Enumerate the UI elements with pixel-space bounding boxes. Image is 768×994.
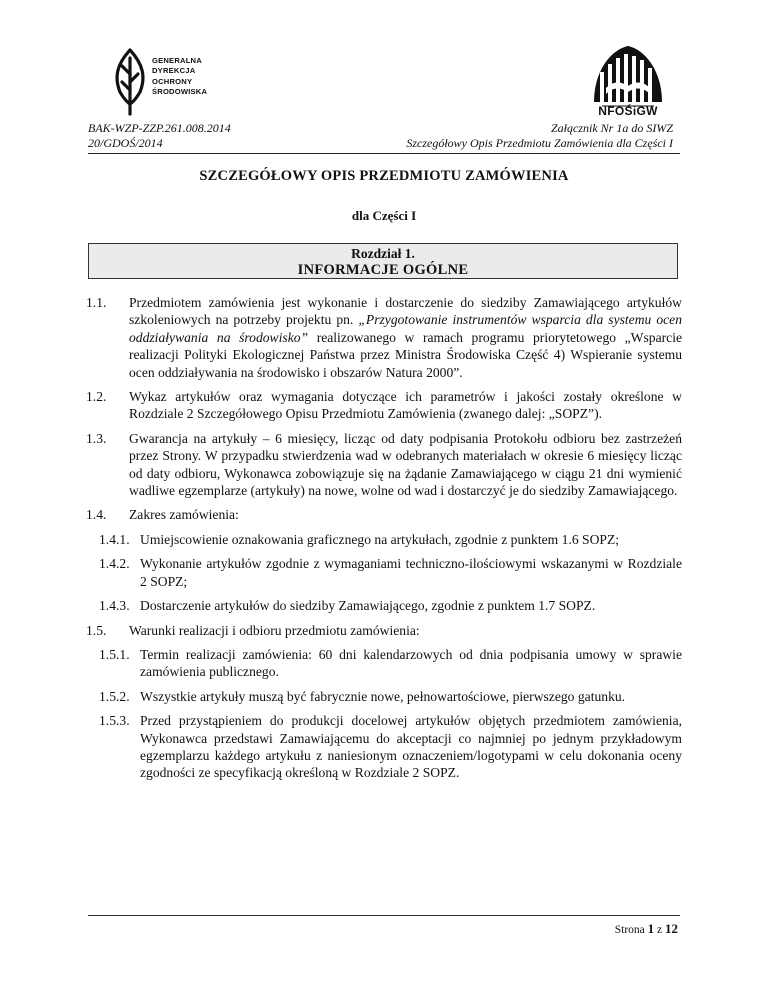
chapter-label: Rozdział 1. xyxy=(351,246,415,261)
footer-divider xyxy=(88,915,680,916)
section-1-2 xyxy=(86,388,682,423)
logo-line: DYREKCJA xyxy=(152,66,196,76)
section-number: 1.4. xyxy=(86,507,107,523)
subsection-number: 1.5.2. xyxy=(99,688,130,704)
total-pages: 12 xyxy=(665,921,678,936)
section-1-5 xyxy=(86,622,682,639)
page-number xyxy=(615,921,678,937)
gdos-logo-text xyxy=(152,56,207,98)
subsection-number: 1.4.1. xyxy=(99,531,130,547)
project-name: „Przygotowanie instrumentów wsparcia dla systemu ocen oddziaływania na środowisko” xyxy=(129,312,682,345)
attachment-description: Szczegółowy Opis Przedmiotu Zamówienia dla Części I xyxy=(406,136,673,150)
subsection-number: 1.4.2. xyxy=(99,556,130,572)
of-word: z xyxy=(657,924,663,936)
chapter-name: INFORMACJE OGÓLNE xyxy=(297,262,469,278)
subsection-text: Wszystkie artykuły muszą być fabrycznie nowe, pełnowartościowe, pierwszego gatunku. xyxy=(140,688,626,704)
section-text: Zakres zamówienia: xyxy=(129,507,239,523)
page-word: Strona xyxy=(614,924,645,936)
text-run: Przedmiotem zamówienia jest wykonanie i dostarczenie do siedziby Zamawiającego artykułów szkoleniowych na potrzeby projektu pn. xyxy=(129,295,682,328)
subsection-number: 1.5.3. xyxy=(99,713,130,729)
subsection-1-5-1 xyxy=(86,646,682,681)
subsection-number: 1.4.3. xyxy=(99,598,130,614)
text-run: realizowanego w ramach programu priorytetowego „Wsparcie realizacji Polityki Ekologicznej Państwa przez Ministra Środowiska Część 4) Wspieranie systemu ocen oddziaływania na środowisko i obszarów Natura 2000”. xyxy=(129,329,683,380)
subsection-1-5-3 xyxy=(86,712,682,782)
section-text: Wykaz artykułów oraz wymagania dotyczące ich parametrów i jakości zostały określone w Rozdziale 2 Szczegółowego Opisu Przedmiotu Zamówienia (zwanego dalej: „SOPZ”). xyxy=(129,389,682,422)
logo-line: ŚRODOWISKA xyxy=(152,87,208,97)
subsection-text: Termin realizacji zamówienia: 60 dni kalendarzowych od dnia podpisania umowy w sprawie zamówienia publicznego. xyxy=(140,646,682,680)
section-text: Gwarancja na artykuły – 6 miesięcy, licząc od daty podpisania Protokołu odbioru bez zastrzeżeń przez Strony. W przypadku stwierdzenia wad w odebranych materiałach w okresie 6 miesięcy licząc od daty odbioru, Wykonawca zobowiązuje się na żądanie Zamawiającego w ciągu 21 dni wymienić wadliwe egzemplarze (artykuły) na nowe, wolne od wad i dostarczyć je do siedziby Zamawiającego. xyxy=(129,430,682,499)
section-number: 1.1. xyxy=(86,295,107,310)
document-body xyxy=(86,294,682,789)
subsection-text: Przed przystąpieniem do produkcji docelowej artykułów objętych przedmiotem zamówienia, Wykonawca przedstawi Zamawiającemu do akceptacji co najmniej po jednym przykładowym egzemplarzu każdego artykułu z naniesionym oznaczeniem/logotypami w celu dokonania oceny zgodności ze specyfikacją określoną w Rozdziale 2 SOPZ. xyxy=(140,713,682,781)
gdos-logo xyxy=(108,44,238,118)
subsection-1-4-2 xyxy=(86,555,682,590)
section-1-4 xyxy=(86,506,682,523)
subsection-text: Dostarczenie artykułów do siedziby Zamawiającego, zgodnie z punktem 1.7 SOPZ. xyxy=(140,598,596,614)
section-1-1 xyxy=(86,294,682,381)
leaf-tree-icon xyxy=(108,44,152,118)
subsection-text: Umiejscowienie oznakowania graficznego na artykułach, zgodnie z punktem 1.6 SOPZ; xyxy=(140,531,620,547)
subsection-number: 1.5.1. xyxy=(99,646,130,662)
subsection-1-4-3 xyxy=(86,597,682,614)
logo-line: GENERALNA xyxy=(152,56,202,65)
current-page: 1 xyxy=(647,921,655,936)
subsection-text: Wykonanie artykułów zgodnie z wymaganiami techniczno-ilościowymi wskazanymi w Rozdziale 2 SOPZ; xyxy=(140,556,682,589)
case-number-secondary: 20/GDOŚ/2014 xyxy=(88,136,163,150)
section-text: Warunki realizacji i odbioru przedmiotu zamówienia: xyxy=(129,622,420,638)
header-divider xyxy=(88,153,680,154)
header-reference-left xyxy=(88,121,231,151)
section-number: 1.3. xyxy=(86,430,107,446)
section-number: 1.5. xyxy=(86,622,107,638)
nfosigw-logo-text: NFOŚiGW xyxy=(598,104,658,118)
section-1-3 xyxy=(86,430,682,500)
section-number: 1.2. xyxy=(86,389,107,405)
document-subtitle: dla Części I xyxy=(351,208,417,223)
logo-line: OCHRONY xyxy=(152,76,193,86)
attachment-label: Załącznik Nr 1a do SIWZ xyxy=(550,121,673,135)
document-title: SZCZEGÓŁOWY OPIS PRZEDMIOTU ZAMÓWIENIA xyxy=(199,168,569,184)
subsection-1-5-2 xyxy=(86,688,682,705)
header-reference-right xyxy=(406,121,673,151)
section-text xyxy=(129,294,682,381)
case-number: BAK-WZP-ZZP.261.008.2014 xyxy=(88,121,231,135)
chapter-heading-box xyxy=(88,243,678,279)
subsection-1-4-1 xyxy=(86,531,682,548)
